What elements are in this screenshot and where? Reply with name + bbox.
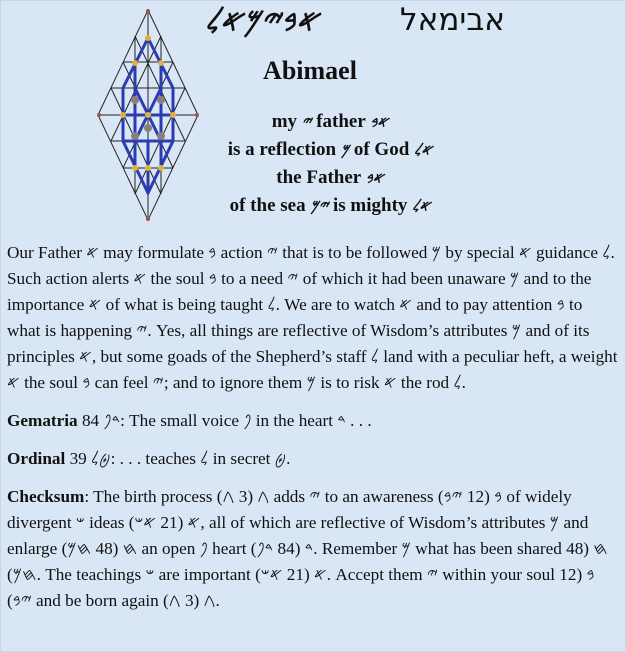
ordinal-line: Ordinal 39 𐤈𐤋: . . . teaches 𐤋 in secret 𐤈.: [7, 449, 291, 468]
checksum-paragraph: Checksum: The birth process 𐤂 (3 𐤂) adds 𐤉 to an awareness 𐤁 (12 𐤉𐤁) of widely divergent 𐤔 ideas 𐤀 (21 𐤀𐤔), all of which are reflective of Wisdom’s attributes 𐤌 and enlarge 𐤇 (48 𐤇𐤌) an open 𐤐 heart 𐤃 (84 𐤃𐤐). Remember 𐤌 what has been shared 𐤇 (48 𐤇𐤌). The teachings 𐤔 are important 𐤀 (21 𐤀𐤔). Accept them 𐤉 within your soul 𐤁 (12 𐤉𐤁) and be born again 𐤂 (3 𐤂).: [7, 487, 608, 610]
gematria-line: Gematria 84 𐤃𐤐: The small voice 𐤐 in the heart 𐤃 . . .: [7, 411, 372, 430]
tree-of-life-diamond-figure: [96, 8, 200, 222]
name-heading: Abimael: [263, 56, 357, 85]
hebrew-title: אבימאל: [400, 2, 505, 38]
meaning-line: my 𐤉 father 𐤀𐤁: [271, 111, 389, 132]
paleo-hebrew-title: 𐤀𐤁𐤉𐤌𐤀𐤋: [205, 4, 320, 39]
body-text: [7, 240, 619, 626]
meaning-line: the Father 𐤀𐤁: [276, 167, 384, 188]
meanings-block: [190, 108, 470, 220]
meaning-line: is a reflection 𐤌 of God 𐤀𐤋: [227, 139, 433, 160]
commentary-paragraph: Our Father 𐤀 may formulate 𐤁 action 𐤉 that is to be followed 𐤌 by special 𐤀 guidance 𐤋. Such action alerts 𐤀 the soul 𐤁 to a need 𐤉 of which it had been unaware 𐤌 and to the importance 𐤀 of what is being taught 𐤋. We are to watch 𐤀 and to pay attention 𐤁 to what is happening 𐤉. Yes, all things are reflective of Wisdom’s attributes 𐤌 and of its principles 𐤀, but some goads of the Shepherd’s staff 𐤋 land with a peculiar heft, a weight 𐤀 the soul 𐤁 can feel 𐤉; and to ignore them 𐤌 is to risk 𐤀 the rod 𐤋.: [7, 243, 618, 392]
meaning-line: of the sea 𐤉𐤌 is mighty 𐤀𐤋: [229, 195, 431, 216]
